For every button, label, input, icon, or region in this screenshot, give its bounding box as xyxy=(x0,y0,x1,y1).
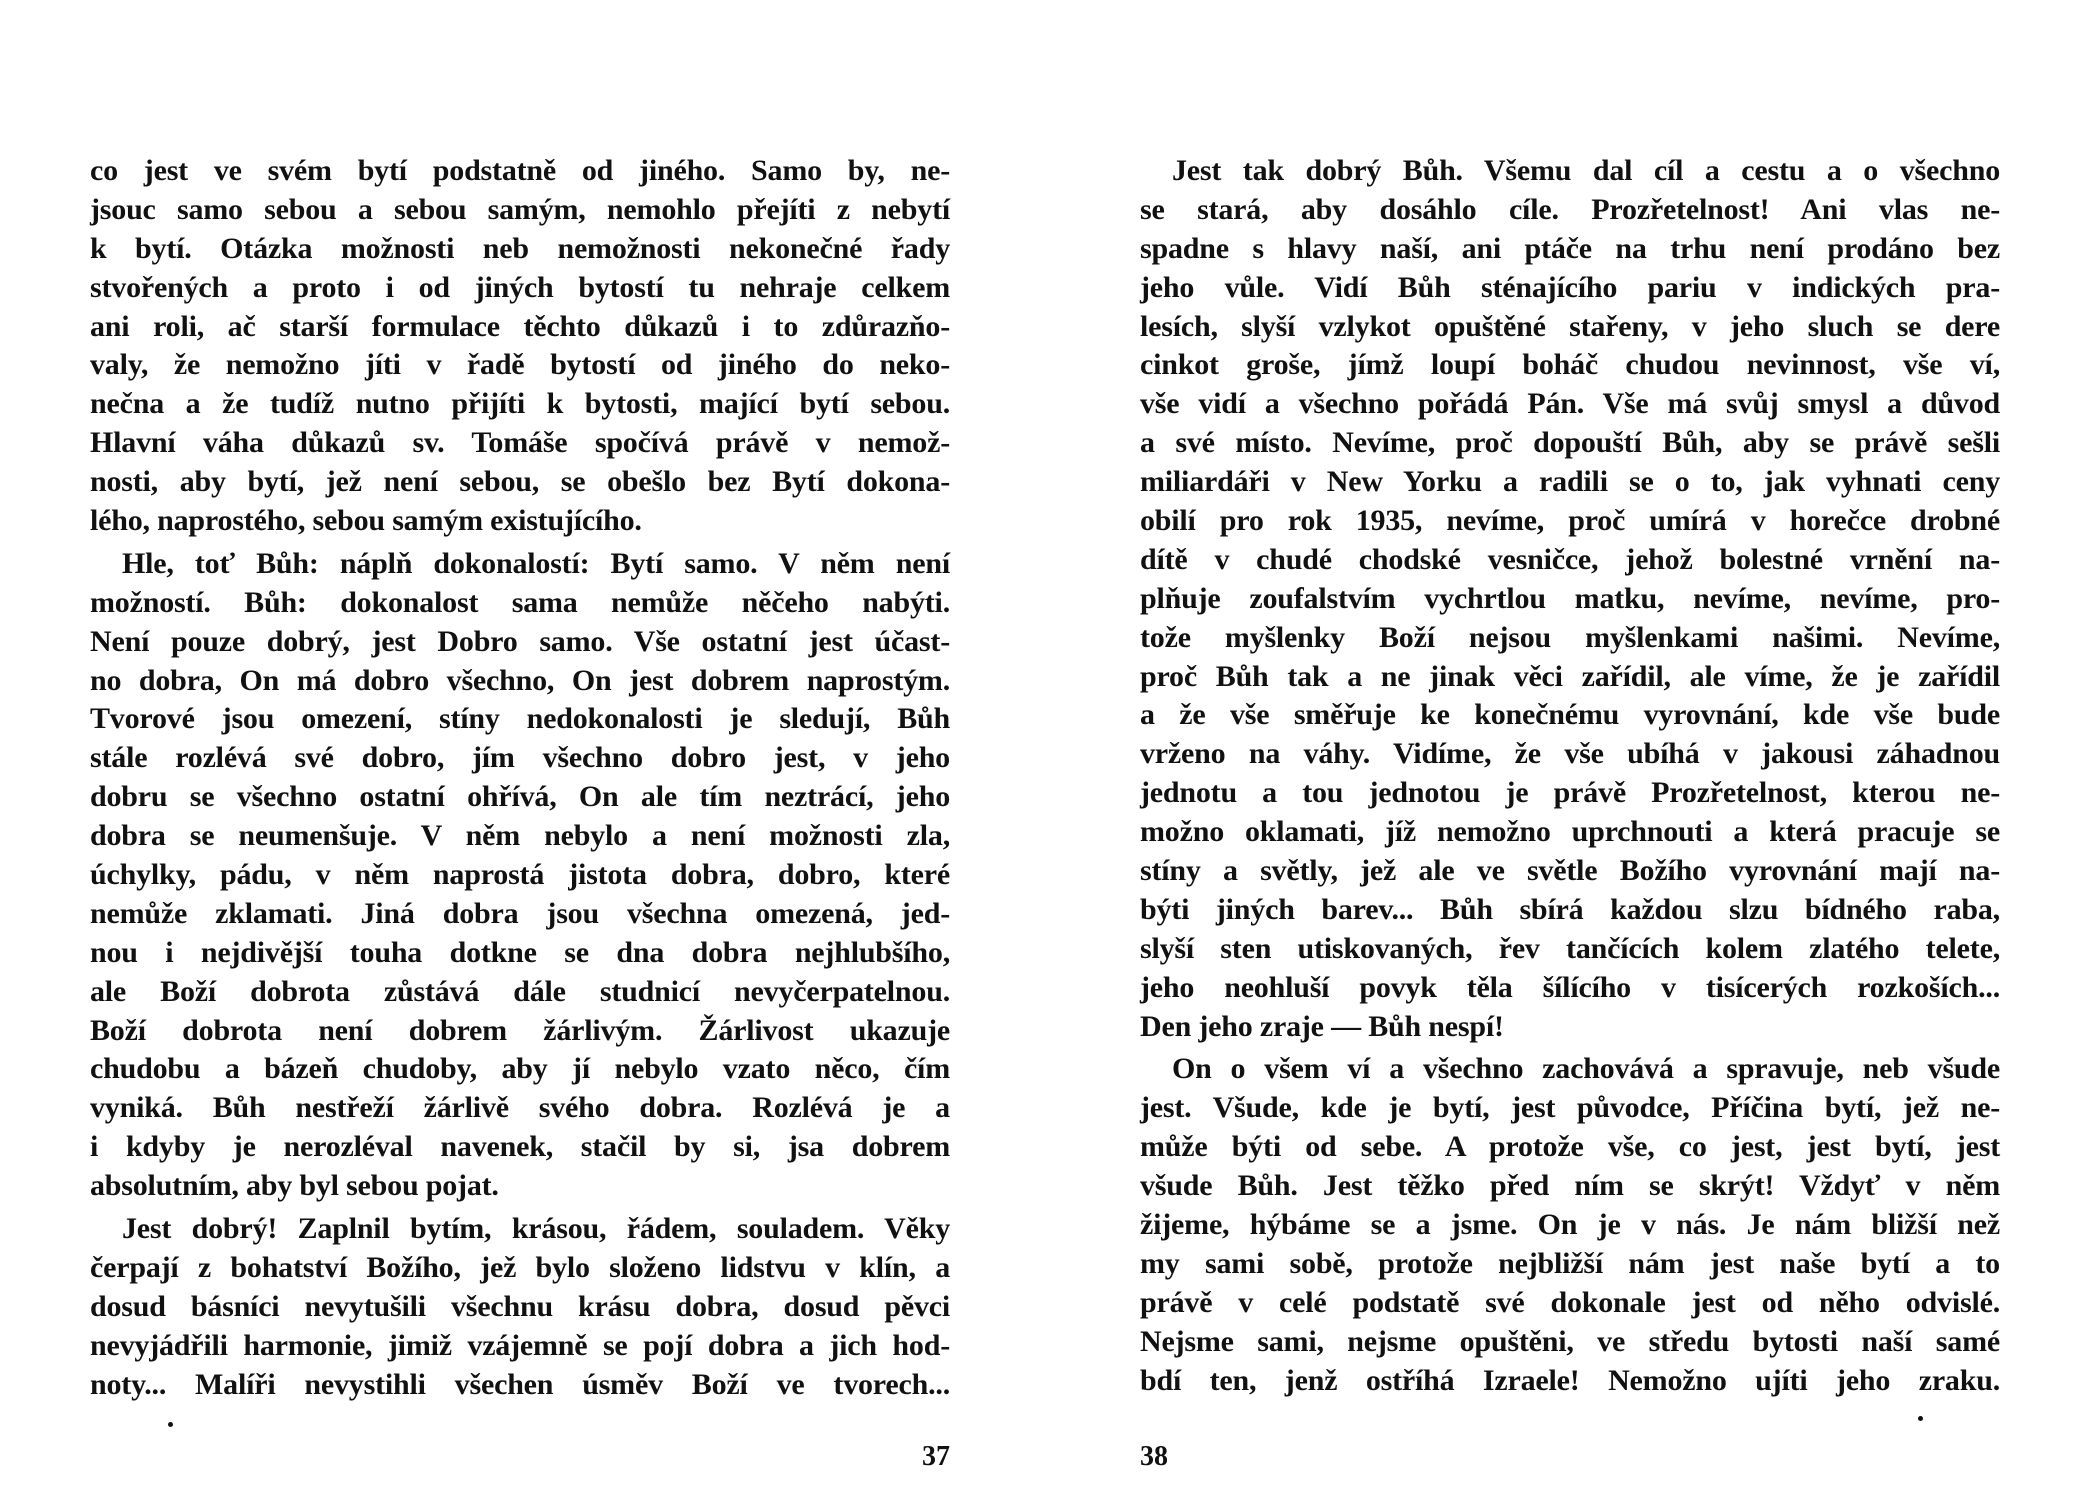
text-line: obilí pro rok 1935, nevíme, proč umírá v horečce drobné xyxy=(1140,504,2000,538)
text-line: miliardáři v New Yorku a radili se o to, jak vyhnati ceny xyxy=(1140,465,2000,499)
text-line: nou i nejdivější touha dotkne se dna dobra nejhlubšího, xyxy=(90,935,950,969)
text-line: a že vše směřuje ke konečnému vyrovnání, kde vše bude xyxy=(1140,698,2000,732)
text-line: býti jiných barev... Bůh sbírá každou slzu bídného raba, xyxy=(1140,892,2000,926)
text-line: my sami sobě, protože nejbližší nám jest naše bytí a to xyxy=(1140,1246,2000,1280)
text-line: Hle, toť Bůh: náplň dokonalostí: Bytí samo. V něm není xyxy=(122,546,950,580)
text-line: právě v celé podstatě své dokonale jest od něho odvislé. xyxy=(1140,1285,2000,1319)
text-line: všude Bůh. Jest těžko před ním se skrýt! Vždyť v něm xyxy=(1140,1169,2000,1203)
text-line: plňuje zoufalstvím vychrtlou matku, nevíme, nevíme, pro- xyxy=(1140,581,2000,615)
text-line: proč Bůh tak a ne jinak věci zařídil, ale víme, že je zařídil xyxy=(1140,659,2000,693)
text-line: dobru se všechno ostatní ohřívá, On ale tím neztrácí, jeho xyxy=(90,780,950,814)
text-line: Boží dobrota není dobrem žárlivým. Žárlivost ukazuje xyxy=(90,1013,950,1047)
print-dot xyxy=(168,1422,173,1427)
text-line: noty... Malíři nevystihli všechen úsměv Boží ve tvorech... xyxy=(90,1367,950,1401)
text-line: úchylky, pádu, v něm naprostá jistota dobra, dobro, které xyxy=(90,858,950,892)
text-line: jednotu a tou jednotou je právě Prozřetelnost, kterou ne- xyxy=(1140,776,2000,810)
page-number: 38 xyxy=(1140,1441,1168,1472)
text-line: slyší sten utiskovaných, řev tančících kolem zlatého telete, xyxy=(1140,931,2000,965)
text-line: vše vidí a všechno pořádá Pán. Vše má svůj smysl a důvod xyxy=(1140,387,2000,421)
text-line: nevyjádřili harmonie, jimiž vzájemně se pojí dobra a jich hod- xyxy=(90,1328,950,1362)
text-line: Jest tak dobrý Bůh. Všemu dal cíl a cestu a o všechno xyxy=(1172,154,2000,187)
text-line: jsouc samo sebou a sebou samým, nemohlo přejíti z nebytí xyxy=(90,192,950,226)
text-line: a své místo. Nevíme, proč dopouští Bůh, aby se právě sešli xyxy=(1140,426,2000,460)
text-line: Tvorové jsou omezení, stíny nedokonalosti je sledují, Bůh xyxy=(90,702,950,736)
text-line: dosud básníci nevytušili všechnu krásu dobra, dosud pěvci xyxy=(90,1289,950,1323)
text-line: čerpají z bohatství Božího, jež bylo složeno lidstvu v klín, a xyxy=(90,1250,950,1284)
text-line: valy, že nemožno jíti v řadě bytostí od jiného do neko- xyxy=(90,348,950,382)
right-page xyxy=(1140,0,2000,1500)
text-line: co jest ve svém bytí podstatně od jiného. Samo by, ne- xyxy=(90,154,950,187)
text-line: absolutním, aby byl sebou pojat. xyxy=(90,1169,499,1203)
text-line: lého, naprostého, sebou samým existujícího. xyxy=(90,504,642,538)
text-line: On o všem ví a všechno zachovává a spravuje, neb všude xyxy=(1172,1052,2000,1086)
text-line: chudobu a bázeň chudoby, aby jí nebylo vzato něco, čím xyxy=(90,1052,950,1086)
text-line: k bytí. Otázka možnosti neb nemožnosti nekonečné řady xyxy=(90,231,950,265)
text-line: stvořených a proto i od jiných bytostí tu nehraje celkem xyxy=(90,270,950,304)
text-line: spadne s hlavy naší, ani ptáče na trhu není prodáno bez xyxy=(1140,231,2000,265)
text-line: žijeme, hýbáme se a jsme. On je v nás. Je nám bližší než xyxy=(1140,1208,2000,1242)
text-line: může býti od sebe. A protože vše, co jest, jest bytí, jest xyxy=(1140,1130,2000,1164)
text-line: bdí ten, jenž ostříhá Izraele! Nemožno ujíti jeho zraku. xyxy=(1140,1363,2000,1397)
text-line: ani roli, ač starší formulace těchto důkazů i to zdůrazňo- xyxy=(90,309,950,343)
text-line: Jest dobrý! Zaplnil bytím, krásou, řádem, souladem. Věky xyxy=(122,1212,950,1246)
text-line: ale Boží dobrota zůstává dále studnicí nevyčerpatelnou. xyxy=(90,974,950,1008)
text-line: Den jeho zraje — Bůh nespí! xyxy=(1140,1009,1504,1043)
text-line: stíny a světly, jež ale ve světle Božího vyrovnání mají na- xyxy=(1140,854,2000,888)
text-line: vrženo na váhy. Vidíme, že vše ubíhá v jakousi záhadnou xyxy=(1140,737,2000,771)
print-dot xyxy=(1918,1416,1923,1421)
left-page-text xyxy=(90,152,950,1405)
text-line: lesích, slyší vzlykot opuštěné stařeny, v jeho sluch se dere xyxy=(1140,309,2000,343)
right-page-text xyxy=(1140,152,2000,1401)
text-line: stále rozlévá své dobro, jím všechno dobro jest, v jeho xyxy=(90,741,950,775)
text-line: jeho neohluší povyk těla šílícího v tisícerých rozkoších... xyxy=(1140,970,2000,1004)
text-line: Hlavní váha důkazů sv. Tomáše spočívá právě v nemož- xyxy=(90,426,950,460)
text-line: nemůže zklamati. Jiná dobra jsou všechna omezená, jed- xyxy=(90,896,950,930)
text-line: jest. Všude, kde je bytí, jest původce, Příčina bytí, jež ne- xyxy=(1140,1091,2000,1125)
text-line: dítě v chudé chodské vesničce, jehož bolestné vrnění na- xyxy=(1140,542,2000,576)
text-line: nečna a že tudíž nutno přijíti k bytosti, mající bytí sebou. xyxy=(90,387,950,421)
text-line: vyniká. Bůh nestřeží žárlivě svého dobra. Rozlévá je a xyxy=(90,1091,950,1125)
text-line: možno oklamati, jíž nemožno uprchnouti a která pracuje se xyxy=(1140,815,2000,849)
text-line: Nejsme sami, nejsme opuštěni, ve středu bytosti naší samé xyxy=(1140,1324,2000,1358)
left-page xyxy=(90,0,950,1500)
page-number: 37 xyxy=(922,1441,950,1472)
text-line: možností. Bůh: dokonalost sama nemůže něčeho nabýti. xyxy=(90,585,950,619)
text-line: dobra se neumenšuje. V něm nebylo a není možnosti zla, xyxy=(90,819,950,853)
text-line: Není pouze dobrý, jest Dobro samo. Vše ostatní jest účast- xyxy=(90,624,950,658)
text-line: se stará, aby dosáhlo cíle. Prozřetelnost! Ani vlas ne- xyxy=(1140,192,2000,226)
text-line: tože myšlenky Boží nejsou myšlenkami našimi. Nevíme, xyxy=(1140,620,2000,654)
text-line: jeho vůle. Vidí Bůh sténajícího pariu v indických pra- xyxy=(1140,270,2000,304)
text-line: cinkot groše, jímž loupí boháč chudou nevinnost, vše ví, xyxy=(1140,348,2000,382)
text-line: nosti, aby bytí, jež není sebou, se obešlo bez Bytí dokona- xyxy=(90,465,950,499)
text-line: no dobra, On má dobro všechno, On jest dobrem naprostým. xyxy=(90,663,950,697)
text-line: i kdyby je nerozléval navenek, stačil by si, jsa dobrem xyxy=(90,1130,950,1164)
